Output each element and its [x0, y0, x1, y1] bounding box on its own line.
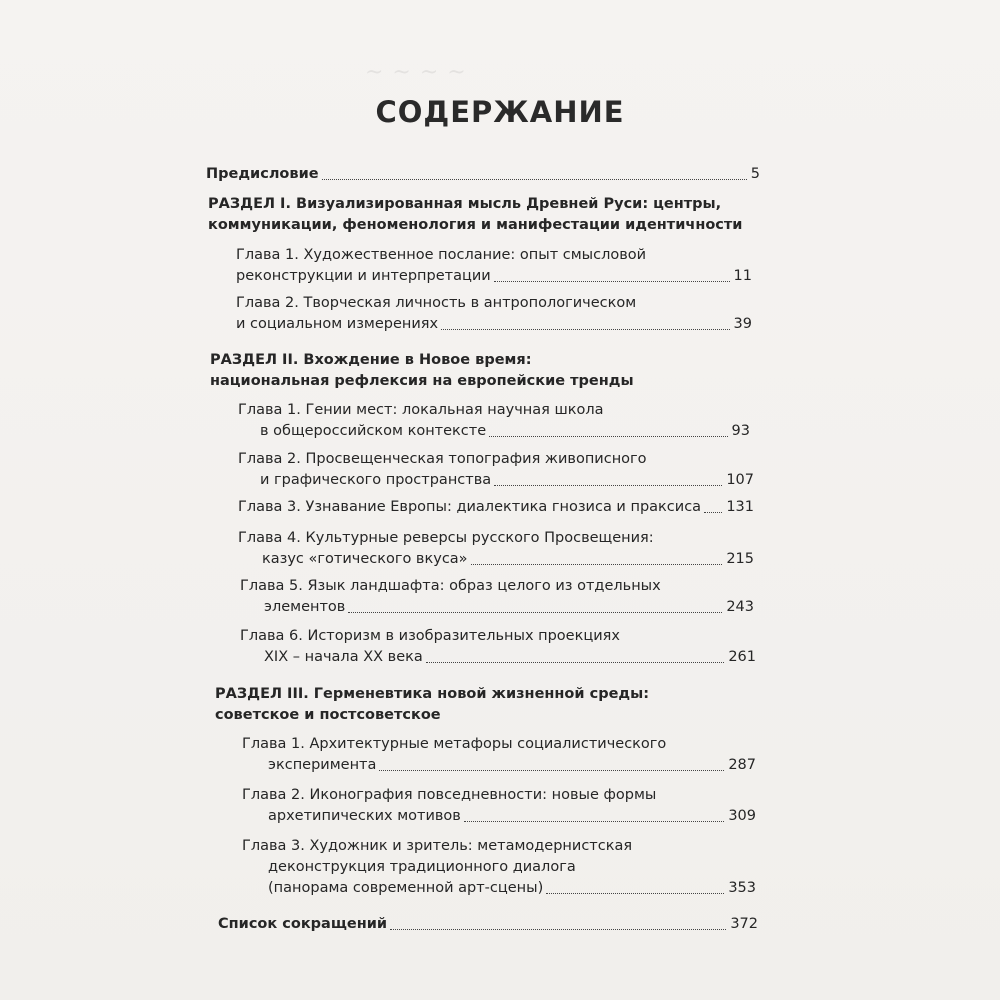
chapter-2-6-line-1: Глава 6. Историзм в изобразительных проекциях: [240, 628, 620, 644]
page-title: СОДЕРЖАНИЕ: [375, 95, 625, 129]
chapter-1-2-line-1: Глава 2. Творческая личность в антропологическом: [236, 295, 637, 311]
chapter-3-3-line-2: деконструкция традиционного диалога: [268, 859, 576, 875]
bleed-through-decoration: ~ ~ ~ ~: [365, 60, 467, 85]
toc-entry-chapter-3-2: архетипических мотивов 309: [268, 808, 756, 824]
chapter-2-4-line-1: Глава 4. Культурные реверсы русского Просвещения:: [238, 530, 654, 546]
section-3-heading-line-2: советское и постсоветское: [215, 707, 441, 723]
chapter-2-2-line-1: Глава 2. Просвещенческая топография живописного: [238, 451, 647, 467]
toc-entry-chapter-3-3: (панорама современной арт-сцены) 353: [268, 880, 756, 896]
toc-entry-chapter-1-1: реконструкции и интерпретации 11: [236, 268, 752, 284]
toc-entry-chapter-3-1: эксперимента 287: [268, 757, 756, 773]
chapter-1-1-line-1: Глава 1. Художественное послание: опыт смысловой: [236, 247, 647, 263]
toc-entry-chapter-2-5: элементов 243: [264, 599, 754, 615]
chapter-2-5-line-1: Глава 5. Язык ландшафта: образ целого из отдельных: [240, 578, 661, 594]
toc-entry-chapter-2-6: XIX – начала XX века 261: [264, 649, 756, 665]
toc-entry-chapter-1-2: и социальном измерениях 39: [236, 316, 752, 332]
toc-entry-chapter-2-3: Глава 3. Узнавание Европы: диалектика гнозиса и праксиса 131: [238, 499, 754, 515]
section-3-heading-line-1: РАЗДЕЛ III. Герменевтика новой жизненной среды:: [215, 686, 650, 702]
chapter-3-3-line-1: Глава 3. Художник и зритель: метамодернистская: [242, 838, 633, 854]
section-2-heading-line-2: национальная рефлексия на европейские тренды: [210, 373, 634, 389]
chapter-2-1-line-1: Глава 1. Гении мест: локальная научная школа: [238, 402, 604, 418]
toc-entry-chapter-2-2: и графического пространства 107: [260, 472, 754, 488]
toc-entry-chapter-2-4: казус «готического вкуса» 215: [262, 551, 754, 567]
chapter-3-2-line-1: Глава 2. Иконография повседневности: новые формы: [242, 787, 657, 803]
section-1-heading-line-1: РАЗДЕЛ I. Визуализированная мысль Древней Руси: центры,: [208, 196, 722, 212]
section-2-heading-line-1: РАЗДЕЛ II. Вхождение в Новое время:: [210, 352, 532, 368]
toc-entry-chapter-2-1: в общероссийском контексте 93: [260, 423, 750, 439]
chapter-3-1-line-1: Глава 1. Архитектурные метафоры социалистического: [242, 736, 667, 752]
toc-entry-preface: Предисловие 5: [206, 166, 760, 182]
section-1-heading-line-2: коммуникации, феноменология и манифестации идентичности: [208, 217, 743, 233]
toc-entry-abbreviations: Список сокращений 372: [218, 916, 758, 932]
